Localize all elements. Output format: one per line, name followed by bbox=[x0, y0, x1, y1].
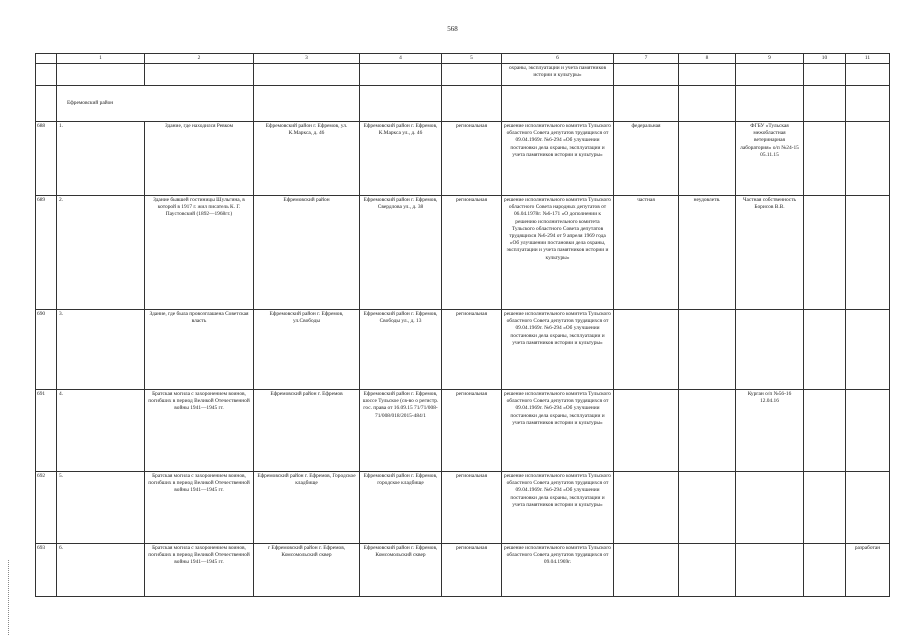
cell-c5: региональная bbox=[442, 122, 502, 196]
cell-n: 688 bbox=[36, 122, 57, 196]
cell-c5: региональная bbox=[442, 310, 502, 390]
cell-c9 bbox=[736, 310, 804, 390]
district-row bbox=[36, 86, 890, 122]
cell-c8 bbox=[679, 122, 736, 196]
table-row bbox=[36, 544, 890, 597]
cell-c11: разработан bbox=[846, 544, 890, 597]
cell-c3: г Ефремовский район г. Ефремов, Комсомольский сквер bbox=[254, 544, 360, 597]
header-cell: 11 bbox=[846, 54, 890, 64]
cell-c3: Ефремовский район г. Ефремов bbox=[254, 390, 360, 472]
cell-c5: региональная bbox=[442, 390, 502, 472]
cell-idx: 3. bbox=[57, 310, 145, 390]
cell-n: 690 bbox=[36, 310, 57, 390]
cell-c11 bbox=[846, 122, 890, 196]
cell-idx: 6. bbox=[57, 544, 145, 597]
cell-c10 bbox=[804, 196, 846, 310]
cell-c5: региональная bbox=[442, 196, 502, 310]
cell-c7 bbox=[614, 472, 679, 544]
cell-c10 bbox=[804, 390, 846, 472]
cell-c8: неудовлетв. bbox=[679, 196, 736, 310]
cell-c9: Курган о/п №56-16 12.04.16 bbox=[736, 390, 804, 472]
cell-c3: Ефремовский район г. Ефремов, ул.Свободы bbox=[254, 310, 360, 390]
cell-c6: решение исполнительного комитета Тульского областного Совета депутатов трудящихся от 09.04.1969г. №6-294 «Об улучшении постановки дела охраны, эксплуатации и учета памятников истории и культуры» bbox=[502, 310, 614, 390]
cell-c2: Братская могила с захоронением воинов, погибших в период Великой Отечественной войны 1941—1945 гг. bbox=[145, 544, 254, 597]
margin-marks bbox=[8, 560, 11, 635]
table-row bbox=[36, 310, 890, 390]
cell-c7: частная bbox=[614, 196, 679, 310]
cell-c9 bbox=[736, 544, 804, 597]
cell-c10 bbox=[804, 310, 846, 390]
cell-n: 693 bbox=[36, 544, 57, 597]
header-cell bbox=[36, 54, 57, 64]
table-row bbox=[36, 196, 890, 310]
header-cell: 7 bbox=[614, 54, 679, 64]
header-cell: 4 bbox=[360, 54, 442, 64]
cell-c8 bbox=[679, 390, 736, 472]
cell-c9 bbox=[736, 472, 804, 544]
header-cell: 10 bbox=[804, 54, 846, 64]
cell-c4: Ефремовский район г. Ефремов, Свердлова ул., д. 38 bbox=[360, 196, 442, 310]
header-cell: 5 bbox=[442, 54, 502, 64]
cell-c4: Ефремовский район г. Ефремов, Свободы ул., д. 13 bbox=[360, 310, 442, 390]
table-row bbox=[36, 390, 890, 472]
header-cell: 6 bbox=[502, 54, 614, 64]
table-row bbox=[36, 122, 890, 196]
cell-n: 691 bbox=[36, 390, 57, 472]
cell-idx: 1. bbox=[57, 122, 145, 196]
district-heading: Ефремовский район bbox=[57, 86, 254, 122]
header-cell: 9 bbox=[736, 54, 804, 64]
header-cell: 8 bbox=[679, 54, 736, 64]
header-cell: 1 bbox=[57, 54, 145, 64]
cell-n: 692 bbox=[36, 472, 57, 544]
cell-c6: решение исполнительного комитета Тульского областного Совета народных депутатов от 06.04.1978г. №6-171 «О дополнении к решению исполнительного комитета Тульского областного Совета депутатов трудящихся №6-294 от 9 апреля 1969 года «Об улучшении постановки дела охраны, эксплуатации и учета памятников истории и культуры» bbox=[502, 196, 614, 310]
cell-c7: федеральная bbox=[614, 122, 679, 196]
cell-c11 bbox=[846, 390, 890, 472]
cell-c9: Частная собственность Борисов В.В. bbox=[736, 196, 804, 310]
cell-c3: Ефремовский район г. Ефремов, Городское кладбище bbox=[254, 472, 360, 544]
table-row bbox=[36, 472, 890, 544]
cell-c6: решение исполнительного комитета Тульского областного Совета депутатов трудящихся от 09.04.1969г. №6-294 «Об улучшении постановки дела охраны, эксплуатации и учета памятников истории и культуры» bbox=[502, 390, 614, 472]
continuation-row bbox=[36, 64, 890, 86]
cell-c5: региональная bbox=[442, 544, 502, 597]
cell-c6: решение исполнительного комитета Тульского областного Совета депутатов трудящихся от 09.04.1969г. bbox=[502, 544, 614, 597]
cell-c2: Здание бывшей гостиницы Шульгина, в которой в 1917 г. жил писатель К. Г. Паустовский (1892—1968гг.) bbox=[145, 196, 254, 310]
cell-c7 bbox=[614, 310, 679, 390]
cell-idx: 4. bbox=[57, 390, 145, 472]
cell-c4: Ефремовский район г. Ефремов, шоссе Тульское (св-во о регистр. гос. права от 16.09.15 71/71/008-71/008/018/2015-484/1 bbox=[360, 390, 442, 472]
continuation-text: охраны, эксплуатации и учета памятников истории и культуры» bbox=[502, 64, 614, 86]
page-number: 568 bbox=[447, 25, 458, 33]
cell-c2: Здание, где была провозглашена Советская власть bbox=[145, 310, 254, 390]
cell-c11 bbox=[846, 196, 890, 310]
cell-c7 bbox=[614, 544, 679, 597]
cell-c2: Братская могила с захоронением воинов, погибших в период Великой Отечественной войны 1941—1945 гг. bbox=[145, 390, 254, 472]
cell-c8 bbox=[679, 472, 736, 544]
cell-c11 bbox=[846, 472, 890, 544]
cell-c10 bbox=[804, 472, 846, 544]
cell-c4: Ефремовский район г. Ефремов, К.Маркса ул., д. 46 bbox=[360, 122, 442, 196]
cell-c4: Ефремовский район г. Ефремов, городское кладбище bbox=[360, 472, 442, 544]
cell-c10 bbox=[804, 122, 846, 196]
header-cell: 3 bbox=[254, 54, 360, 64]
cell-c9: ФГБУ «Тульская межобластная ветеринарная лаборатория» о/п №24-15 05.11.15 bbox=[736, 122, 804, 196]
cell-c8 bbox=[679, 310, 736, 390]
cell-c2: Братская могила с захоронением воинов, погибших в период Великой Отечественной войны 1941—1945 гг. bbox=[145, 472, 254, 544]
cell-c6: решение исполнительного комитета Тульского областного Совета депутатов трудящихся от 09.04.1969г. №6-294 «Об улучшении постановки дела охраны, эксплуатации и учета памятников истории и культуры» bbox=[502, 472, 614, 544]
cell-c10 bbox=[804, 544, 846, 597]
header-cell: 2 bbox=[145, 54, 254, 64]
cell-c5: региональная bbox=[442, 472, 502, 544]
cell-c4: Ефремовский район г. Ефремов, Комсомольский сквер bbox=[360, 544, 442, 597]
header-row bbox=[36, 54, 890, 64]
cell-c2: Здание, где находился Ревком bbox=[145, 122, 254, 196]
cell-c8 bbox=[679, 544, 736, 597]
cell-idx: 2. bbox=[57, 196, 145, 310]
cell-c11 bbox=[846, 310, 890, 390]
cell-c3: Ефремовский район г. Ефремов, ул. К.Маркса, д. 46 bbox=[254, 122, 360, 196]
cell-c6: решение исполнительного комитета Тульского областного Совета депутатов трудящихся от 09.04.1969г. №6-294 «Об улучшении постановки дела охраны, эксплуатации и учета памятников истории и культуры» bbox=[502, 122, 614, 196]
cell-c7 bbox=[614, 390, 679, 472]
cell-c3: Ефремовский район bbox=[254, 196, 360, 310]
cell-n: 689 bbox=[36, 196, 57, 310]
cell-idx: 5. bbox=[57, 472, 145, 544]
monuments-register-table bbox=[35, 53, 890, 597]
